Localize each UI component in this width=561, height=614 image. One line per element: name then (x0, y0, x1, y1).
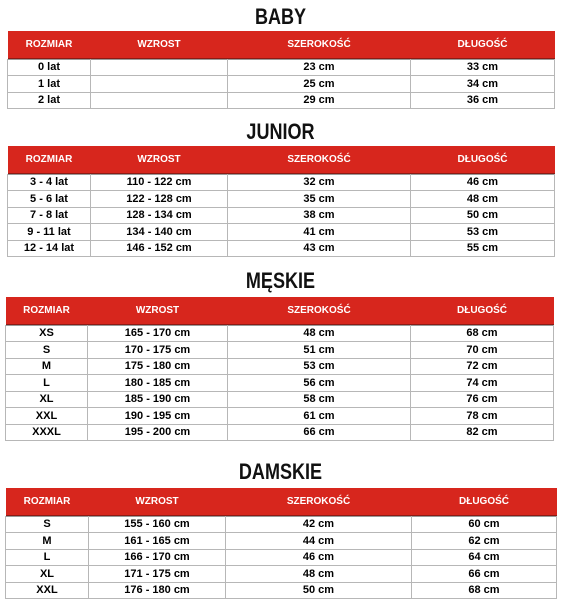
cell-length: 70 cm (411, 342, 554, 359)
cell-size: XS (6, 325, 88, 342)
header-rozmiar: ROZMIAR (6, 297, 88, 325)
cell-height: 171 - 175 cm (89, 566, 226, 583)
header-szerokosc: SZEROKOŚĆ (228, 31, 411, 59)
cell-height: 195 - 200 cm (88, 424, 228, 441)
table-row (6, 325, 554, 342)
table-row (6, 375, 554, 392)
table-row (6, 342, 554, 359)
cell-height: 155 - 160 cm (89, 516, 226, 533)
cell-height: 128 - 134 cm (91, 207, 228, 224)
header-szerokosc: SZEROKOŚĆ (228, 146, 411, 174)
cell-size: S (6, 342, 88, 359)
cell-height: 176 - 180 cm (89, 582, 226, 599)
cell-length: 53 cm (411, 224, 555, 241)
table-header-row (8, 31, 555, 59)
size-table-junior (7, 146, 555, 257)
cell-length: 68 cm (412, 582, 557, 599)
cell-height: 170 - 175 cm (88, 342, 228, 359)
header-wzrost: WZROST (91, 146, 228, 174)
size-table-baby (7, 31, 555, 109)
table-row (6, 582, 557, 599)
cell-height: 134 - 140 cm (91, 224, 228, 241)
table-row (8, 76, 555, 93)
table-row (6, 358, 554, 375)
table-row (6, 566, 557, 583)
cell-width: 44 cm (226, 533, 412, 550)
cell-height: 110 - 122 cm (91, 174, 228, 191)
cell-width: 35 cm (228, 191, 411, 208)
size-table-damskie (5, 488, 557, 599)
header-rozmiar: ROZMIAR (6, 488, 89, 516)
header-rozmiar: ROZMIAR (8, 146, 91, 174)
cell-size: 9 - 11 lat (8, 224, 91, 241)
cell-size: L (6, 375, 88, 392)
cell-length: 78 cm (411, 408, 554, 425)
table-header-row (6, 488, 557, 516)
cell-height (91, 92, 228, 109)
cell-size: S (6, 516, 89, 533)
table-row (8, 224, 555, 241)
cell-width: 53 cm (228, 358, 411, 375)
header-dlugosc: DŁUGOŚĆ (411, 31, 555, 59)
table-row (6, 549, 557, 566)
table-row (8, 92, 555, 109)
cell-length: 74 cm (411, 375, 554, 392)
cell-size: XXL (6, 408, 88, 425)
cell-size: 3 - 4 lat (8, 174, 91, 191)
cell-height: 175 - 180 cm (88, 358, 228, 375)
cell-length: 66 cm (412, 566, 557, 583)
table-row (6, 391, 554, 408)
cell-height: 161 - 165 cm (89, 533, 226, 550)
cell-size: 5 - 6 lat (8, 191, 91, 208)
cell-width: 48 cm (226, 566, 412, 583)
header-szerokosc: SZEROKOŚĆ (226, 488, 412, 516)
cell-length: 55 cm (411, 240, 555, 257)
cell-width: 25 cm (228, 76, 411, 93)
cell-height: 166 - 170 cm (89, 549, 226, 566)
cell-size: 2 lat (8, 92, 91, 109)
cell-height: 146 - 152 cm (91, 240, 228, 257)
cell-width: 61 cm (228, 408, 411, 425)
section-title-meskie: MĘSKIE (245, 268, 316, 293)
cell-length: 33 cm (411, 59, 555, 76)
cell-length: 50 cm (411, 207, 555, 224)
section-title-damskie: DAMSKIE (238, 459, 323, 484)
cell-height: 180 - 185 cm (88, 375, 228, 392)
cell-length: 36 cm (411, 92, 555, 109)
cell-length: 68 cm (411, 325, 554, 342)
cell-length: 72 cm (411, 358, 554, 375)
cell-length: 46 cm (411, 174, 555, 191)
header-dlugosc: DŁUGOŚĆ (412, 488, 557, 516)
cell-size: M (6, 533, 89, 550)
header-wzrost: WZROST (89, 488, 226, 516)
table-row (8, 174, 555, 191)
cell-size: M (6, 358, 88, 375)
cell-width: 58 cm (228, 391, 411, 408)
cell-width: 51 cm (228, 342, 411, 359)
cell-length: 34 cm (411, 76, 555, 93)
cell-width: 32 cm (228, 174, 411, 191)
table-header-row (6, 297, 554, 325)
cell-size: 7 - 8 lat (8, 207, 91, 224)
cell-width: 66 cm (228, 424, 411, 441)
header-szerokosc: SZEROKOŚĆ (228, 297, 411, 325)
section-title-baby: BABY (254, 4, 307, 29)
table-row (6, 424, 554, 441)
cell-size: L (6, 549, 89, 566)
cell-width: 23 cm (228, 59, 411, 76)
table-row (8, 191, 555, 208)
header-rozmiar: ROZMIAR (8, 31, 91, 59)
cell-height: 185 - 190 cm (88, 391, 228, 408)
cell-height: 165 - 170 cm (88, 325, 228, 342)
cell-size: XXXL (6, 424, 88, 441)
cell-width: 43 cm (228, 240, 411, 257)
cell-height (91, 76, 228, 93)
cell-length: 64 cm (412, 549, 557, 566)
table-row (8, 207, 555, 224)
header-wzrost: WZROST (88, 297, 228, 325)
cell-length: 82 cm (411, 424, 554, 441)
cell-length: 76 cm (411, 391, 554, 408)
cell-length: 48 cm (411, 191, 555, 208)
size-table-meskie (5, 297, 554, 441)
header-dlugosc: DŁUGOŚĆ (411, 297, 554, 325)
cell-size: 1 lat (8, 76, 91, 93)
table-row (8, 240, 555, 257)
cell-size: 0 lat (8, 59, 91, 76)
cell-width: 42 cm (226, 516, 412, 533)
cell-size: XL (6, 566, 89, 583)
cell-length: 60 cm (412, 516, 557, 533)
header-dlugosc: DŁUGOŚĆ (411, 146, 555, 174)
cell-width: 38 cm (228, 207, 411, 224)
header-wzrost: WZROST (91, 31, 228, 59)
cell-size: XL (6, 391, 88, 408)
section-title-junior: JUNIOR (246, 119, 315, 144)
cell-width: 48 cm (228, 325, 411, 342)
table-row (8, 59, 555, 76)
cell-length: 62 cm (412, 533, 557, 550)
cell-size: XXL (6, 582, 89, 599)
cell-width: 46 cm (226, 549, 412, 566)
cell-size: 12 - 14 lat (8, 240, 91, 257)
cell-height: 190 - 195 cm (88, 408, 228, 425)
cell-width: 56 cm (228, 375, 411, 392)
table-row (6, 408, 554, 425)
cell-width: 41 cm (228, 224, 411, 241)
table-row (6, 516, 557, 533)
table-header-row (8, 146, 555, 174)
cell-width: 50 cm (226, 582, 412, 599)
cell-width: 29 cm (228, 92, 411, 109)
cell-height: 122 - 128 cm (91, 191, 228, 208)
table-row (6, 533, 557, 550)
cell-height (91, 59, 228, 76)
